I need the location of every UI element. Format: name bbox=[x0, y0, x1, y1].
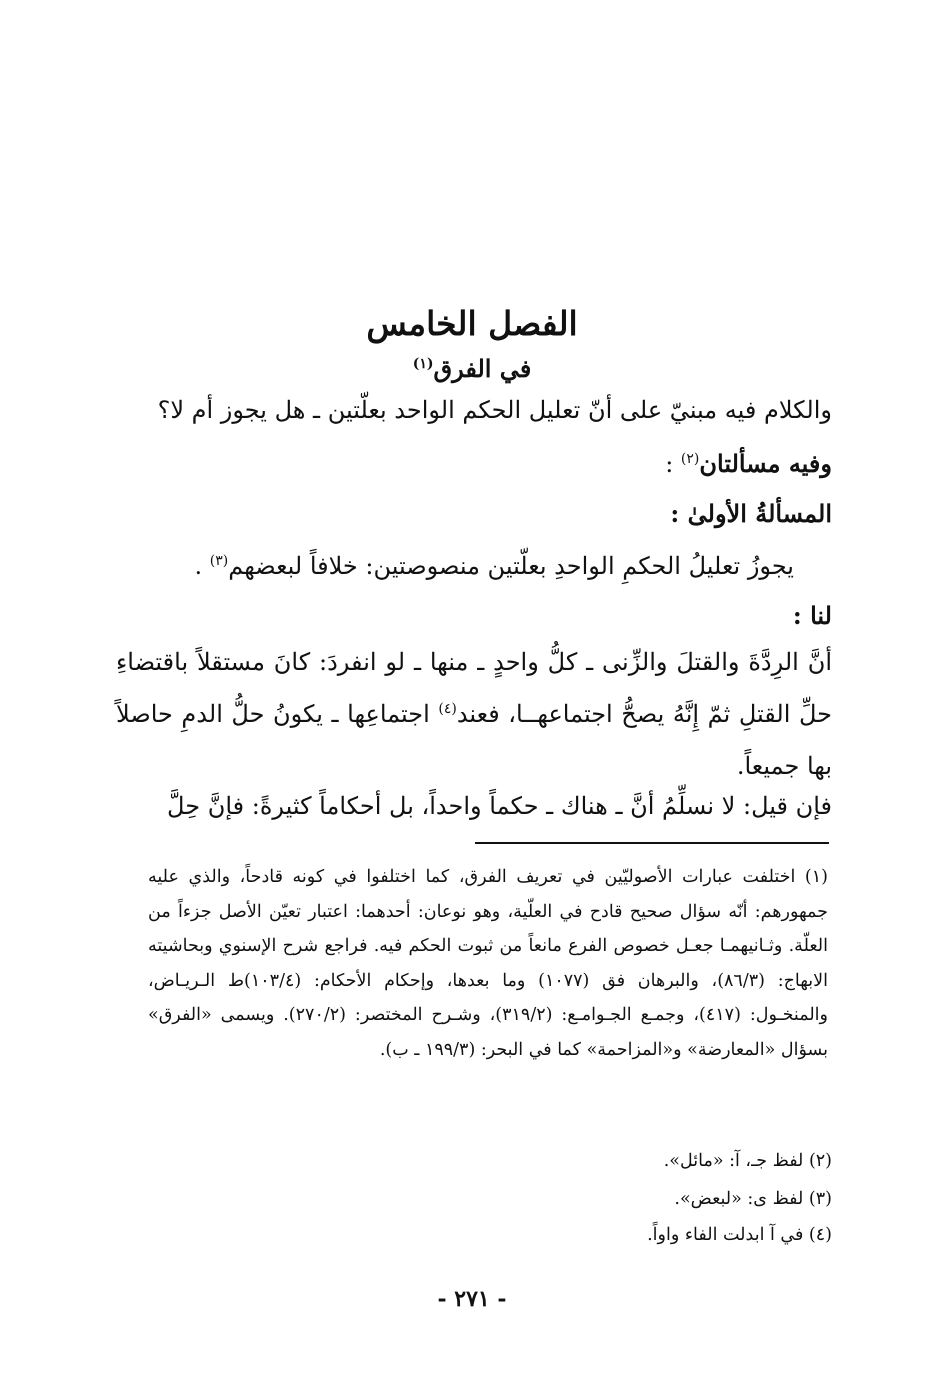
chapter-title: الفصل الخامس bbox=[366, 304, 578, 343]
footnote-ref-2: (٢) bbox=[680, 451, 700, 467]
issues-heading bbox=[116, 438, 832, 490]
footnote-4: (٤) في آ ابدلت الفاء واواً. bbox=[647, 1225, 832, 1245]
objection-text: لا نسلِّمُ أنَّ ـ هناك ـ حكماً واحداً، بل أحكاماً كثيرةً: فإنَّ حِلَّ bbox=[167, 792, 743, 820]
footnote-2: (٢) لفظ جـ، آ: «مائل». bbox=[663, 1151, 832, 1171]
proof-text-a: أنَّ الرِدَّةَ والقتلَ والزِّنى ـ كلُّ واحدٍ ـ منها ـ لو انفردَ: كانَ مستقلاً باقتضاءِ حلِّ القتلِ ثمّ إِنَّهُ يصحُّ اجتماعهــا، فعند bbox=[116, 648, 832, 728]
footnote-ref-3: (٣) bbox=[209, 553, 229, 569]
intro-paragraph bbox=[116, 384, 832, 436]
issues-label: وفيه مسألتان bbox=[699, 449, 832, 478]
footnote-ref-4: (٤) bbox=[438, 701, 457, 717]
chapter-subtitle-text: في الفرق bbox=[433, 354, 532, 383]
proof-paragraph bbox=[116, 636, 832, 792]
footnote-3: (٣) لفظ ى: «لبعض». bbox=[674, 1189, 832, 1209]
objection-paragraph bbox=[116, 780, 832, 832]
objection-label: فإن قيل: bbox=[742, 792, 832, 820]
footnote-ref-1: (١) bbox=[412, 356, 434, 372]
issue-one-label: المسألةُ الأولىٰ : bbox=[670, 499, 832, 528]
rule-end: . bbox=[194, 552, 203, 580]
chapter-subtitle bbox=[0, 352, 944, 386]
issue-one-heading bbox=[116, 488, 832, 540]
proof-text-b: اجتماعِها ـ يكونُ حلُّ الدمِ حاصلاً بها جميعاً. bbox=[116, 700, 832, 780]
footnote-1: (١) اختلفت عبارات الأصوليّين في تعريف الفرق، كما اختلفوا في كونه قادحاً، والذي عليه جمهورهم: أنّه سؤال صحيح قادح في العلّية، وهو نوعان: أحدهما: اعتبار تعيّن الأصل جزءاً من العلّة. وثـانيهمـا جعـل خصوص الفرع مانعاً من ثبوت الحكم فيه. فراجع شرح الإسنوي وبحاشيته الابهاج: (٨٦/٣)، والبرهان فق (١٠٧٧) وما بعدها، وإحكام الأحكام: (١٠٣/٤)ط الـريـاض، والمنخـول: (٤١٧)، وجمـع الجـوامـع: (٣١٩/٢)، وشـرح المختصر: (٢٧٠/٢). ويسمى «الفرق» بسؤال «المعارضة» و«المزاحمة» كما في البحر: (١٩٩/٣ ـ ب). bbox=[148, 867, 829, 1060]
intro-text: والكلام فيه مبنيّ على أنّ تعليل الحكم الواحد بعلّتين ـ هل يجوز أم لا؟ bbox=[157, 396, 832, 424]
issues-colon: : bbox=[665, 450, 674, 478]
proof-label: لنا : bbox=[792, 601, 832, 630]
rule-text: يجوزُ تعليلُ الحكمِ الواحدِ بعلّتين منصوصتين: خلافاً لبعضهم bbox=[228, 552, 794, 580]
proof-heading bbox=[116, 590, 832, 642]
footnote-divider bbox=[475, 842, 829, 844]
rule-paragraph bbox=[116, 540, 832, 592]
page-number: - ٢٧١ - bbox=[437, 1286, 507, 1312]
